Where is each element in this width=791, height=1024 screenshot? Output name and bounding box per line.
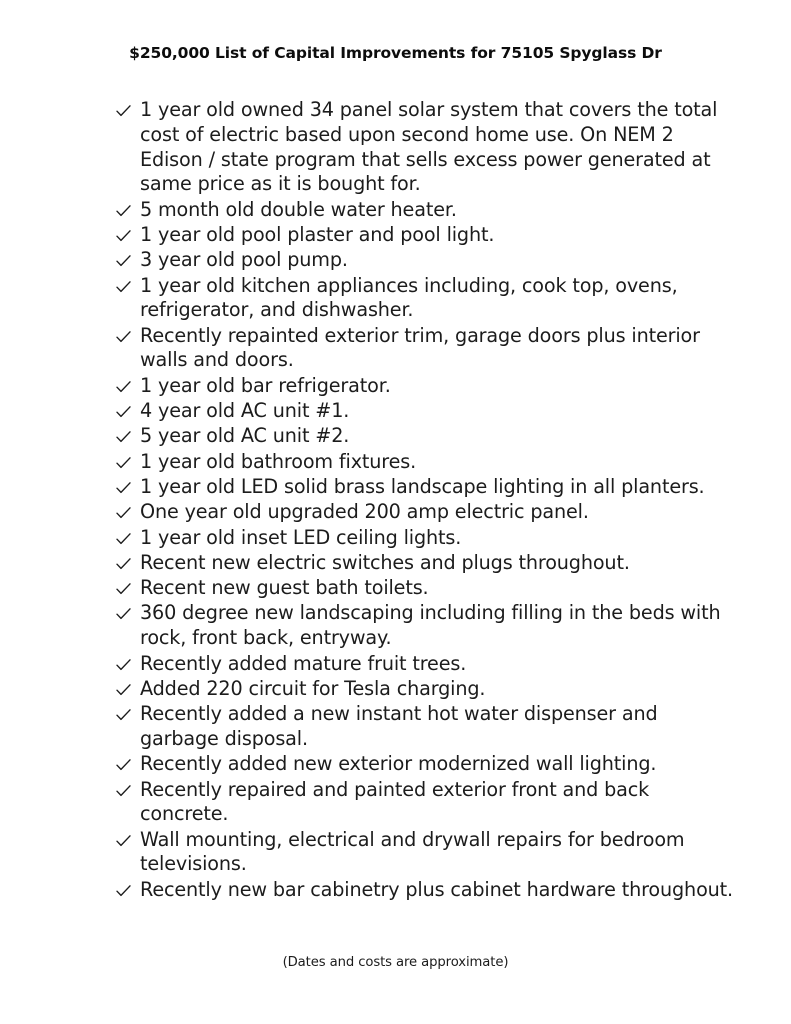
list-item-text: 3 year old pool pump. (140, 248, 348, 272)
list-item-text: 1 year old bar refrigerator. (140, 373, 391, 397)
page-title: $250,000 List of Capital Improvements for 75105 Spyglass Dr (129, 44, 662, 62)
list-item-text: 1 year old bathroom fixtures. (140, 449, 417, 473)
list-item (113, 677, 738, 702)
check-icon (116, 223, 134, 248)
list-item-text: Recently added a new instant hot water dispenser and garbage disposal. (140, 702, 658, 750)
check-icon (116, 98, 134, 123)
list-item (113, 223, 738, 248)
check-icon (116, 576, 134, 601)
list-item (113, 551, 738, 576)
list-item-text: Recently added mature fruit trees. (140, 651, 467, 675)
list-item-text: Recently repainted exterior trim, garage doors plus interior walls and doors. (140, 323, 700, 372)
list-item (113, 399, 738, 424)
list-item (113, 601, 738, 651)
list-item (113, 450, 738, 475)
check-icon (116, 248, 134, 273)
check-icon (116, 778, 134, 803)
list-item (113, 500, 738, 525)
list-item-text: Recently new bar cabinetry plus cabinet hardware throughout. (140, 877, 733, 901)
check-icon (116, 198, 134, 223)
list-item (113, 576, 738, 601)
check-icon (116, 878, 134, 903)
check-icon (116, 601, 134, 626)
check-icon (116, 324, 134, 349)
list-item-text: 1 year old LED solid brass landscape lighting in all planters. (140, 474, 705, 498)
list-item (113, 374, 738, 399)
check-icon (116, 374, 134, 399)
list-item-text: Recent new guest bath toilets. (140, 576, 429, 600)
list-item (113, 424, 738, 449)
check-icon (116, 828, 134, 853)
list-item (113, 274, 738, 324)
check-icon (116, 702, 134, 727)
list-item (113, 98, 738, 197)
list-item-text: One year old upgraded 200 amp electric panel. (140, 500, 589, 524)
list-item-text: Recently added new exterior modernized wall lighting. (140, 752, 657, 776)
list-item-text: 1 year old pool plaster and pool light. (140, 222, 495, 246)
list-item-text: 1 year old inset LED ceiling lights. (140, 525, 462, 549)
check-icon (116, 475, 134, 500)
check-icon (116, 551, 134, 576)
list-item (113, 324, 738, 374)
check-icon (116, 677, 134, 702)
improvements-list (113, 98, 738, 903)
check-icon (116, 500, 134, 525)
list-item-text: 5 month old double water heater. (140, 197, 457, 221)
list-item-text: Recent new electric switches and plugs throughout. (140, 550, 630, 574)
list-item-text: 5 year old AC unit #2. (140, 424, 350, 448)
list-item (113, 752, 738, 777)
list-item (113, 828, 738, 878)
list-item (113, 878, 738, 903)
list-item (113, 778, 738, 828)
list-item-text: 1 year old kitchen appliances including, cook top, ovens, refrigerator, and dishwasher. (140, 273, 678, 322)
list-item (113, 702, 738, 752)
list-item (113, 475, 738, 500)
check-icon (116, 274, 134, 299)
list-item-text: 360 degree new landscaping including filling in the beds with rock, front back, entryway. (140, 601, 721, 650)
check-icon (116, 752, 134, 777)
list-item (113, 526, 738, 551)
check-icon (116, 424, 134, 449)
list-item (113, 652, 738, 677)
list-item-text: 4 year old AC unit #1. (140, 399, 350, 423)
list-item (113, 198, 738, 223)
list-item-text: Recently repaired and painted exterior front and back concrete. (140, 777, 650, 826)
check-icon (116, 526, 134, 551)
list-item-text: Added 220 circuit for Tesla charging. (140, 676, 486, 700)
check-icon (116, 399, 134, 424)
list-item (113, 248, 738, 273)
check-icon (116, 652, 134, 677)
footer-note: (Dates and costs are approximate) (282, 955, 509, 970)
check-icon (116, 450, 134, 475)
list-item-text: Wall mounting, electrical and drywall repairs for bedroom televisions. (140, 827, 685, 876)
list-item-text: 1 year old owned 34 panel solar system that covers the total cost of electric based upon second home use. On NEM 2 Edison / state program that sells excess power generated at same price as it is bought for. (140, 98, 718, 196)
